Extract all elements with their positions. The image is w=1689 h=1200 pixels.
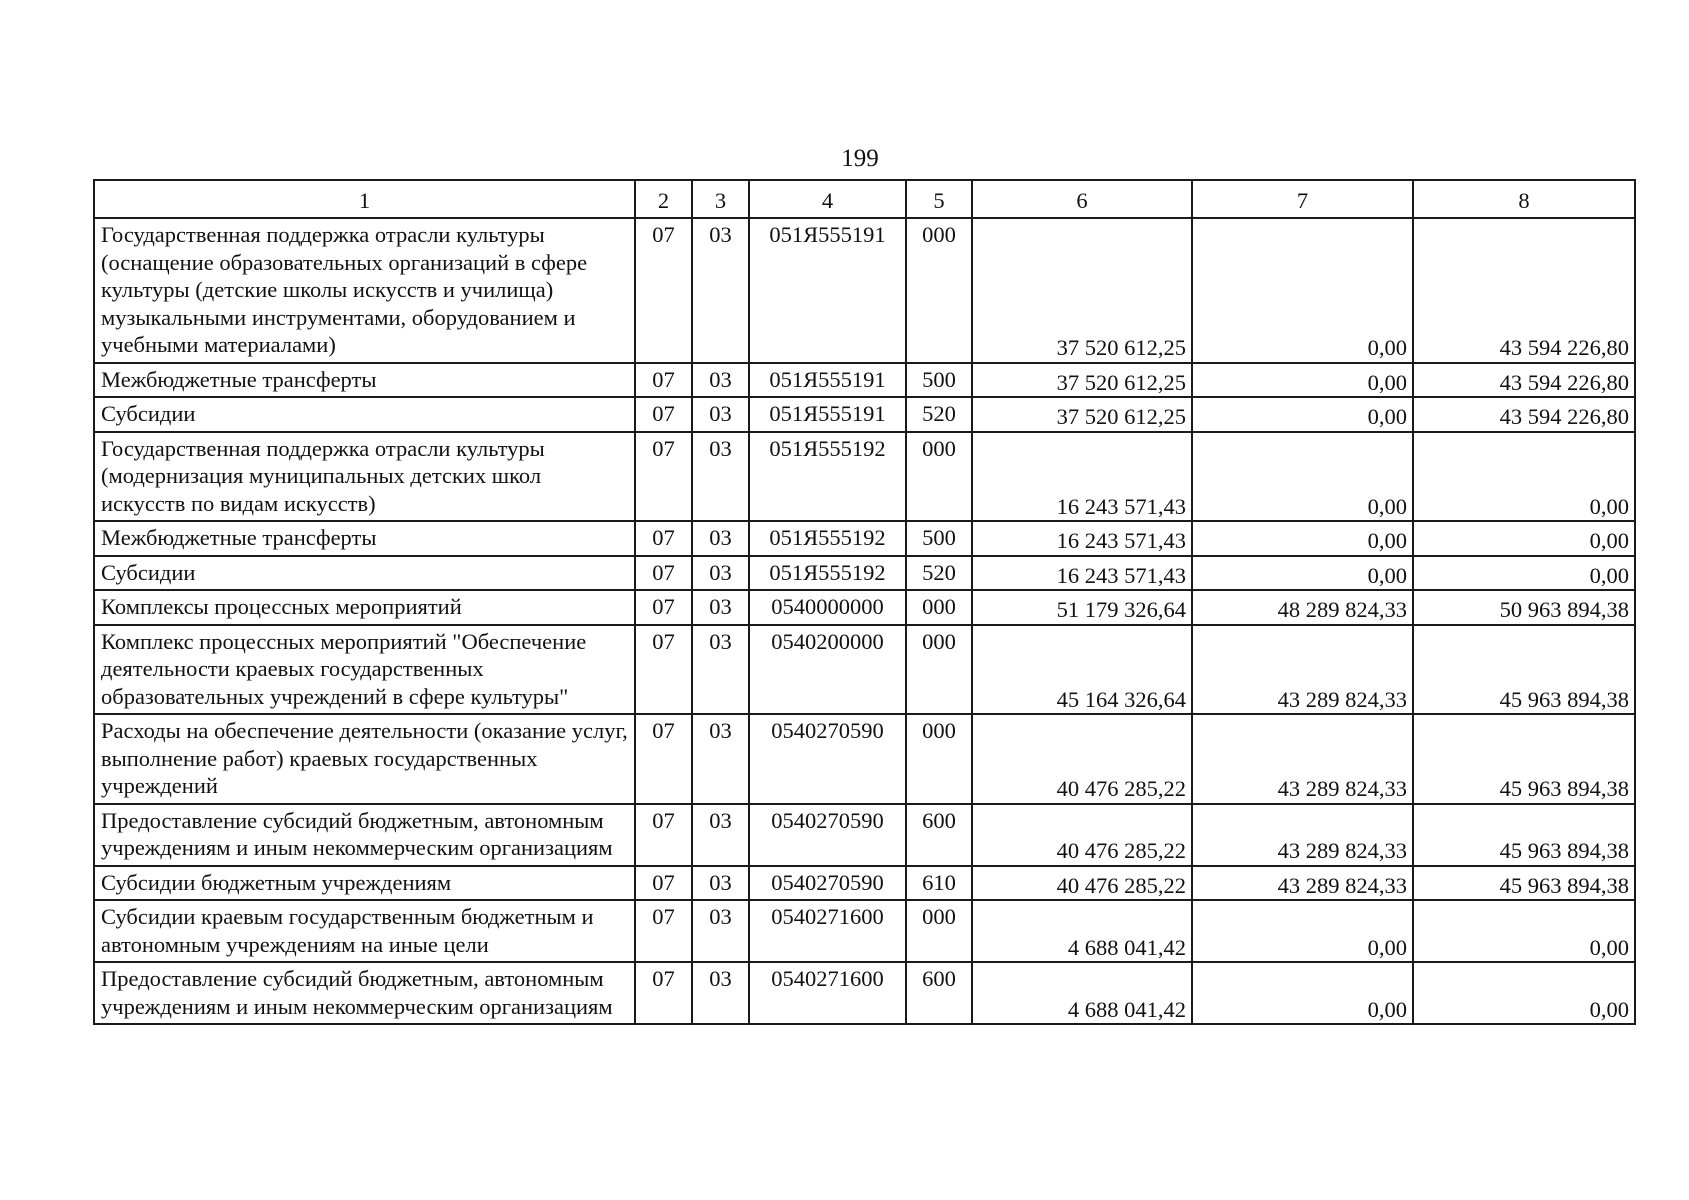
subsection-code: 03	[692, 556, 749, 591]
column-header-1: 1	[94, 180, 635, 218]
table-row	[94, 432, 1635, 522]
subsection-code: 03	[692, 590, 749, 625]
target-article-code: 0540270590	[749, 804, 906, 866]
amount-col-8: 43 594 226,80	[1413, 397, 1635, 432]
column-header-7: 7	[1192, 180, 1413, 218]
expense-name: Субсидии краевым государственным бюджетным и автономным учреждениям на иные цели	[94, 900, 635, 962]
amount-col-6: 16 243 571,43	[972, 521, 1192, 556]
expense-type-code: 520	[906, 556, 972, 591]
amount-col-7: 43 289 824,33	[1192, 714, 1413, 804]
amount-col-8: 0,00	[1413, 432, 1635, 522]
amount-col-6: 51 179 326,64	[972, 590, 1192, 625]
budget-table	[93, 179, 1636, 1025]
expense-type-code: 500	[906, 363, 972, 398]
amount-col-6: 40 476 285,22	[972, 804, 1192, 866]
amount-col-7: 48 289 824,33	[1192, 590, 1413, 625]
amount-col-6: 4 688 041,42	[972, 962, 1192, 1024]
target-article-code: 0540271600	[749, 962, 906, 1024]
column-header-5: 5	[906, 180, 972, 218]
section-code: 07	[635, 625, 692, 715]
target-article-code: 0540271600	[749, 900, 906, 962]
table-row	[94, 556, 1635, 591]
section-code: 07	[635, 866, 692, 901]
amount-col-8: 0,00	[1413, 900, 1635, 962]
expense-name: Комплекс процессных мероприятий "Обеспечение деятельности краевых государственных образовательных учреждений в сфере культуры"	[94, 625, 635, 715]
section-code: 07	[635, 804, 692, 866]
section-code: 07	[635, 363, 692, 398]
expense-name: Субсидии	[94, 556, 635, 591]
expense-name: Межбюджетные трансферты	[94, 363, 635, 398]
section-code: 07	[635, 714, 692, 804]
column-header-4: 4	[749, 180, 906, 218]
table-body	[94, 218, 1635, 1024]
section-code: 07	[635, 900, 692, 962]
amount-col-8: 43 594 226,80	[1413, 218, 1635, 363]
expense-type-code: 000	[906, 900, 972, 962]
page-number: 199	[841, 145, 879, 172]
table-row	[94, 804, 1635, 866]
column-header-2: 2	[635, 180, 692, 218]
subsection-code: 03	[692, 363, 749, 398]
amount-col-8: 45 963 894,38	[1413, 625, 1635, 715]
amount-col-6: 37 520 612,25	[972, 218, 1192, 363]
table-row	[94, 521, 1635, 556]
amount-col-7: 0,00	[1192, 900, 1413, 962]
amount-col-6: 16 243 571,43	[972, 556, 1192, 591]
section-code: 07	[635, 962, 692, 1024]
expense-name: Субсидии	[94, 397, 635, 432]
expense-name: Предоставление субсидий бюджетным, автономным учреждениям и иным некоммерческим организациям	[94, 804, 635, 866]
amount-col-7: 43 289 824,33	[1192, 625, 1413, 715]
amount-col-6: 37 520 612,25	[972, 397, 1192, 432]
table-row	[94, 363, 1635, 398]
subsection-code: 03	[692, 900, 749, 962]
target-article-code: 0540270590	[749, 714, 906, 804]
column-header-8: 8	[1413, 180, 1635, 218]
amount-col-7: 0,00	[1192, 363, 1413, 398]
target-article-code: 051Я555192	[749, 521, 906, 556]
header-row	[94, 180, 1635, 218]
section-code: 07	[635, 218, 692, 363]
subsection-code: 03	[692, 804, 749, 866]
expense-type-code: 000	[906, 714, 972, 804]
expense-name: Межбюджетные трансферты	[94, 521, 635, 556]
amount-col-6: 4 688 041,42	[972, 900, 1192, 962]
expense-type-code: 600	[906, 962, 972, 1024]
amount-col-6: 40 476 285,22	[972, 714, 1192, 804]
amount-col-7: 43 289 824,33	[1192, 804, 1413, 866]
table-row	[94, 900, 1635, 962]
table-row	[94, 962, 1635, 1024]
amount-col-7: 0,00	[1192, 218, 1413, 363]
table-row	[94, 866, 1635, 901]
expense-type-code: 000	[906, 432, 972, 522]
section-code: 07	[635, 556, 692, 591]
expense-type-code: 000	[906, 218, 972, 363]
expense-name: Комплексы процессных мероприятий	[94, 590, 635, 625]
expense-type-code: 500	[906, 521, 972, 556]
subsection-code: 03	[692, 218, 749, 363]
expense-name: Расходы на обеспечение деятельности (оказание услуг, выполнение работ) краевых государственных учреждений	[94, 714, 635, 804]
target-article-code: 051Я555191	[749, 363, 906, 398]
amount-col-7: 0,00	[1192, 962, 1413, 1024]
amount-col-7: 0,00	[1192, 397, 1413, 432]
table-row	[94, 714, 1635, 804]
amount-col-7: 0,00	[1192, 521, 1413, 556]
amount-col-7: 0,00	[1192, 556, 1413, 591]
amount-col-6: 16 243 571,43	[972, 432, 1192, 522]
target-article-code: 051Я555191	[749, 397, 906, 432]
table-row	[94, 218, 1635, 363]
amount-col-8: 0,00	[1413, 556, 1635, 591]
target-article-code: 051Я555191	[749, 218, 906, 363]
section-code: 07	[635, 521, 692, 556]
amount-col-7: 43 289 824,33	[1192, 866, 1413, 901]
expense-type-code: 000	[906, 590, 972, 625]
amount-col-8: 45 963 894,38	[1413, 714, 1635, 804]
expense-type-code: 610	[906, 866, 972, 901]
subsection-code: 03	[692, 397, 749, 432]
column-header-6: 6	[972, 180, 1192, 218]
subsection-code: 03	[692, 714, 749, 804]
amount-col-8: 0,00	[1413, 962, 1635, 1024]
subsection-code: 03	[692, 962, 749, 1024]
target-article-code: 051Я555192	[749, 432, 906, 522]
section-code: 07	[635, 432, 692, 522]
table-row	[94, 397, 1635, 432]
target-article-code: 0540270590	[749, 866, 906, 901]
subsection-code: 03	[692, 866, 749, 901]
target-article-code: 051Я555192	[749, 556, 906, 591]
amount-col-6: 37 520 612,25	[972, 363, 1192, 398]
subsection-code: 03	[692, 432, 749, 522]
section-code: 07	[635, 590, 692, 625]
section-code: 07	[635, 397, 692, 432]
expense-type-code: 000	[906, 625, 972, 715]
table-row	[94, 625, 1635, 715]
subsection-code: 03	[692, 625, 749, 715]
subsection-code: 03	[692, 521, 749, 556]
expense-name: Государственная поддержка отрасли культуры (модернизация муниципальных детских школ искусств по видам искусств)	[94, 432, 635, 522]
table-row	[94, 590, 1635, 625]
expense-name: Субсидии бюджетным учреждениям	[94, 866, 635, 901]
amount-col-8: 45 963 894,38	[1413, 866, 1635, 901]
amount-col-8: 50 963 894,38	[1413, 590, 1635, 625]
amount-col-8: 43 594 226,80	[1413, 363, 1635, 398]
expense-name: Государственная поддержка отрасли культуры (оснащение образовательных организаций в сфере культуры (детские школы искусств и училища) музыкальными инструментами, оборудованием и учебными материалами)	[94, 218, 635, 363]
target-article-code: 0540200000	[749, 625, 906, 715]
amount-col-8: 0,00	[1413, 521, 1635, 556]
expense-type-code: 600	[906, 804, 972, 866]
column-header-3: 3	[692, 180, 749, 218]
amount-col-6: 40 476 285,22	[972, 866, 1192, 901]
amount-col-7: 0,00	[1192, 432, 1413, 522]
amount-col-6: 45 164 326,64	[972, 625, 1192, 715]
expense-name: Предоставление субсидий бюджетным, автономным учреждениям и иным некоммерческим организациям	[94, 962, 635, 1024]
amount-col-8: 45 963 894,38	[1413, 804, 1635, 866]
expense-type-code: 520	[906, 397, 972, 432]
target-article-code: 0540000000	[749, 590, 906, 625]
